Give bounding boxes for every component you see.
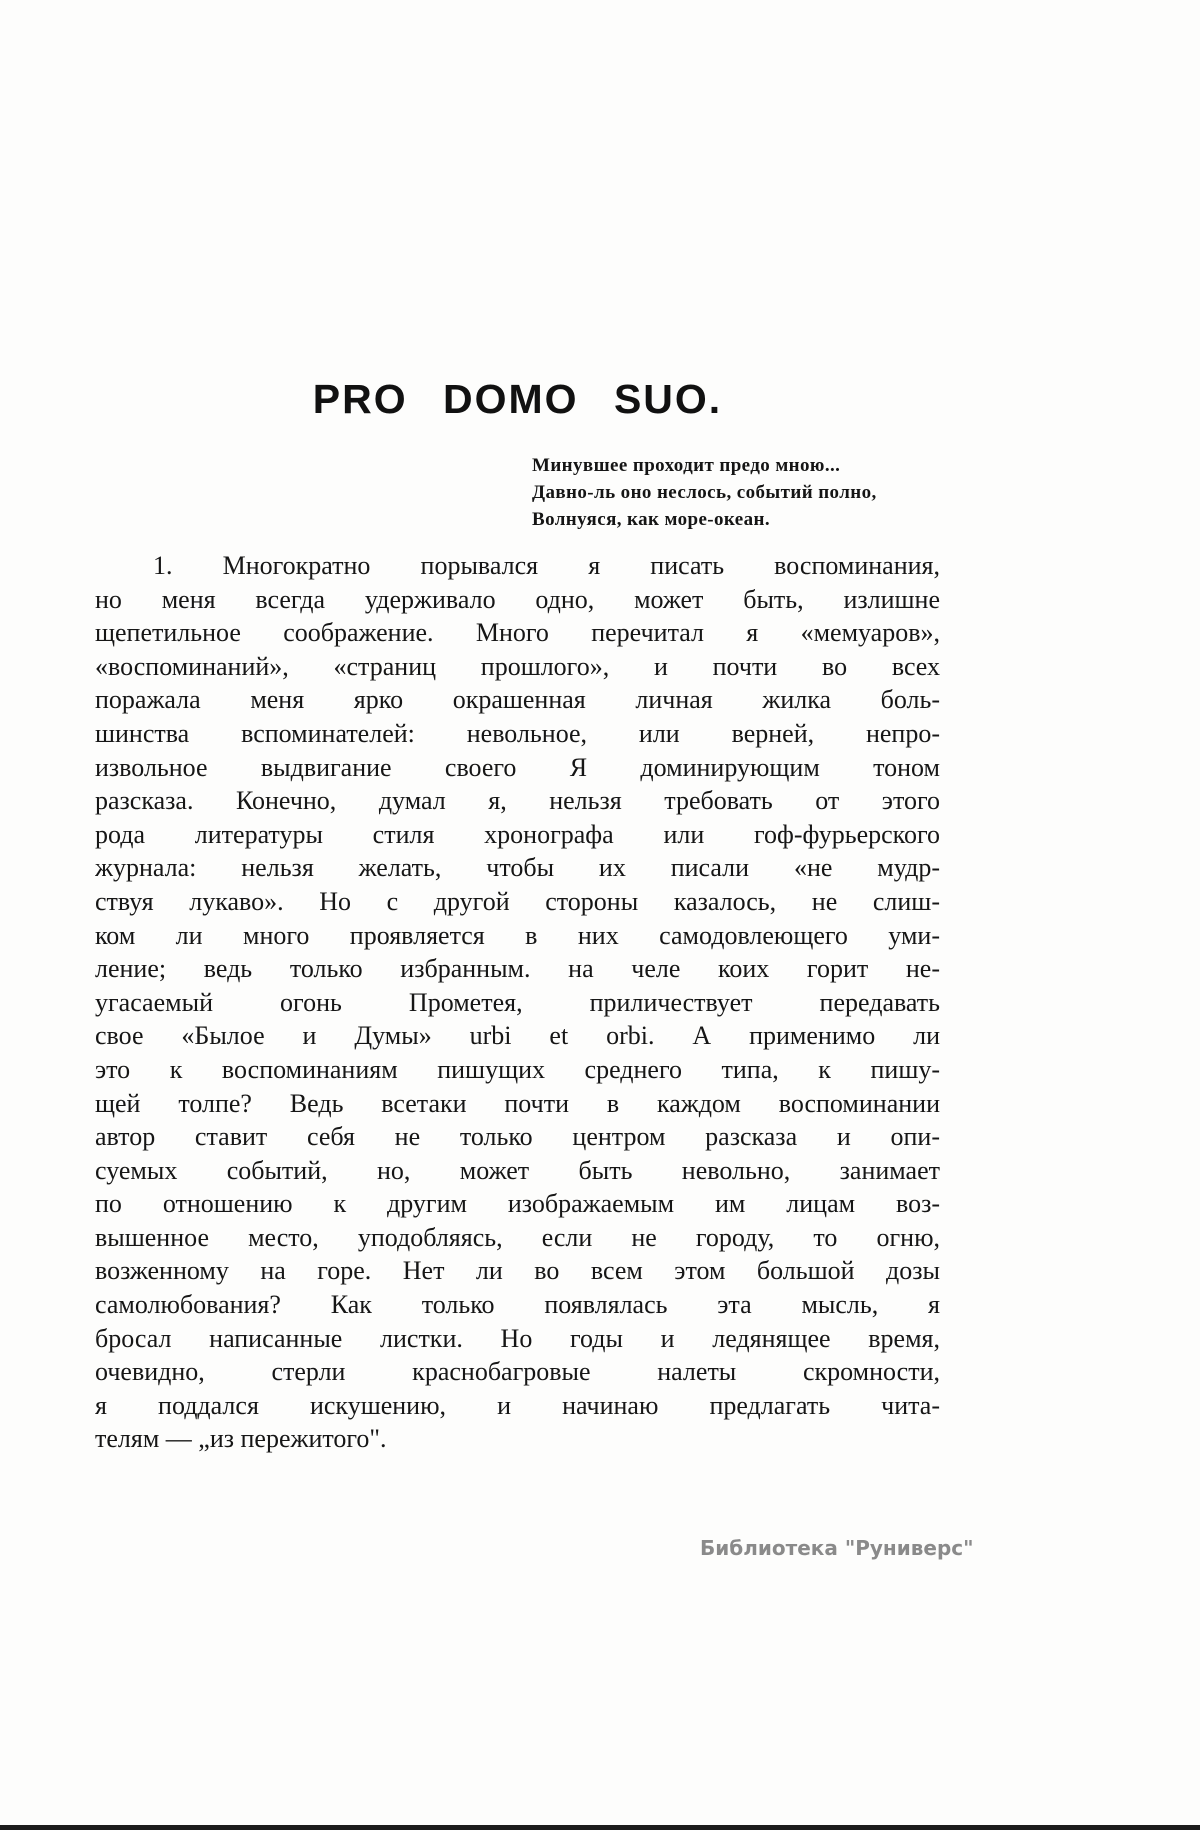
body-text-line: шинства вспоминателей: невольное, или верней, непро-	[95, 718, 940, 748]
epigraph-line: Минувшее проходит предо мною...	[532, 455, 841, 476]
page-title: PRO DOMO SUO.	[312, 376, 723, 422]
library-watermark: Библиотека "Руниверс"	[700, 1536, 974, 1560]
body-text-line: «воспоминаний», «страниц прошлого», и почти во всех	[95, 651, 940, 681]
body-text-line: я поддался искушению, и начинаю предлагать чита-	[95, 1390, 940, 1420]
body-text-line: щей толпе? Ведь всетаки почти в каждом воспоминании	[95, 1088, 940, 1118]
body-text-line: ление; ведь только избранным. на челе коих горит не-	[95, 954, 940, 984]
body-text-line: но меня всегда удерживало одно, может быть, излишне	[95, 584, 940, 614]
body-text-line: по отношению к другим изображаемым им лицам воз-	[95, 1189, 940, 1219]
body-text-line: свое «Былое и Думы» urbi et orbi. А применимо ли	[95, 1021, 940, 1051]
body-text-line: поражала меня ярко окрашенная личная жилка боль-	[95, 685, 940, 715]
body-text-line: ком ли много проявляется в них самодовлеющего уми-	[95, 920, 940, 950]
body-text-line: вышенное место, уподобляясь, если не городу, то огню,	[95, 1222, 940, 1252]
body-text	[95, 549, 940, 1456]
epigraph-line: Волнуяся, как море-океан.	[532, 509, 771, 530]
body-text-line: это к воспоминаниям пишущих среднего типа, к пишу-	[95, 1054, 940, 1084]
body-text-line: бросал написанные листки. Но годы и ледянящее время,	[95, 1323, 940, 1353]
body-text-line: очевидно, стерли краснобагровые налеты скромности,	[95, 1357, 940, 1387]
body-text-line: ствуя лукаво». Но с другой стороны казалось, не слиш-	[95, 886, 940, 916]
scan-edge-line	[0, 1825, 1200, 1830]
epigraph-line: Давно-ль оно неслось, событий полно,	[532, 482, 877, 503]
body-text-line: суемых событий, но, может быть невольно, занимает	[95, 1155, 940, 1185]
body-text-line: возженному на горе. Нет ли во всем этом большой дозы	[95, 1256, 940, 1286]
body-text-line: разсказа. Конечно, думал я, нельзя требовать от этого	[95, 786, 940, 816]
body-text-line: извольное выдвигание своего Я доминирующим тоном	[95, 752, 940, 782]
body-text-line: самолюбования? Как только появлялась эта мысль, я	[95, 1290, 940, 1320]
body-text-line: щепетильное соображение. Много перечитал я «мемуаров»,	[95, 618, 940, 648]
epigraph	[532, 452, 942, 533]
body-text-line: автор ставит себя не только центром разсказа и опи-	[95, 1122, 940, 1152]
body-text-line: журнала: нельзя желать, чтобы их писали «не мудр-	[95, 853, 940, 883]
body-text-line: 1. Многократно порывался я писать воспоминания,	[153, 551, 940, 580]
body-text-line: угасаемый огонь Прометея, приличествует передавать	[95, 987, 940, 1017]
body-text-line: телям — „из пережитого".	[95, 1424, 387, 1454]
body-text-line: рода литературы стиля хронографа или гоф-фурьерского	[95, 819, 940, 849]
